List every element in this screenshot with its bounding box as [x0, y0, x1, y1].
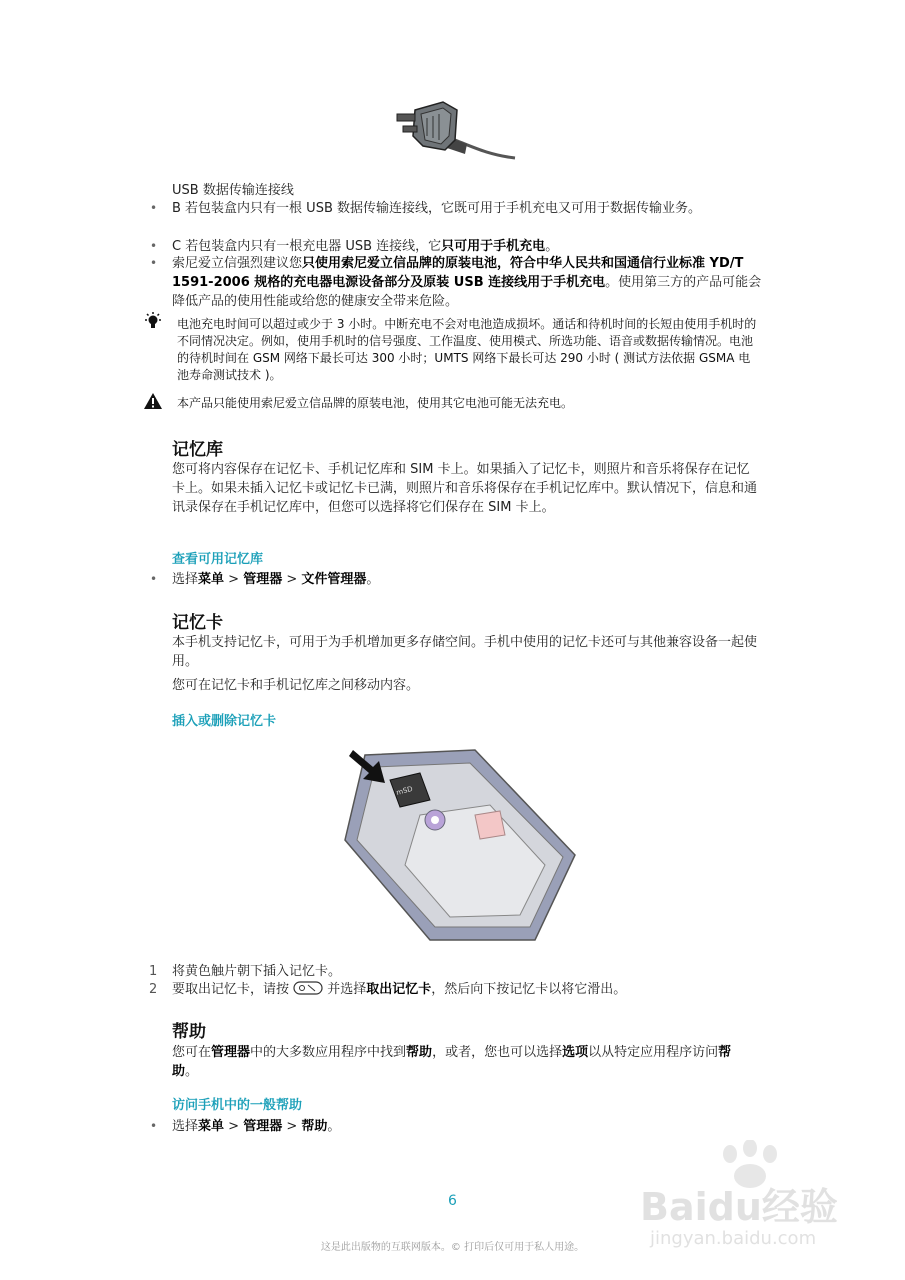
section-title-card: 记忆卡	[172, 613, 223, 633]
step-1-text: 将黄色触片朝下插入记忆卡。	[172, 964, 342, 979]
step-number: 1	[149, 964, 158, 979]
card-paragraph-2: 您可在记忆卡和手机记忆库之间移动内容。	[172, 678, 420, 693]
tip-text: 电池充电时间可以超过或少于 3 小时。中断充电不会对电池造成损坏。通话和待机时间的长短由使用手机时的不同情况决定。例如，使用手机时的信号强度、工作温度、使用模式、所选功能、语音或数据传输情况。电池的待机时间在 GSM 网络下最长可达 300 小时；UMTS 网络下最长可达 290 小时 ( 测试方法依据 GSMA 电池寿命测试技术 )。	[177, 317, 757, 382]
section-title-memory: 记忆库	[172, 440, 223, 460]
help-paragraph: 您可在管理器中的大多数应用程序中找到帮助，或者，您也可以选择选项以从特定应用程序访问帮助。	[172, 1045, 732, 1079]
usb-connector-illustration	[395, 100, 520, 175]
svg-text:mSD: mSD	[395, 784, 414, 797]
step-number: 2	[149, 982, 158, 997]
options-key-icon	[293, 981, 323, 995]
card-paragraph-1: 本手机支持记忆卡，可用于为手机增加更多存储空间。手机中使用的记忆卡还可与其他兼容设备一起使用。	[172, 635, 758, 669]
watermark-url: jingyan.baidu.com	[650, 1228, 817, 1249]
phone-memory-card-illustration	[335, 745, 580, 945]
bullet-marker: •	[150, 1119, 158, 1133]
cable-bullet-b: B 若包装盒内只有一根 USB 数据传输连接线，它既可用于手机充电又可用于数据传输业务。	[172, 201, 702, 216]
section-title-help: 帮助	[172, 1022, 206, 1042]
watermark-brand: Baidu经验	[640, 1185, 838, 1229]
cable-caption: USB 数据传输连接线	[172, 183, 294, 198]
subhead-view-memory: 查看可用记忆库	[172, 552, 264, 567]
bullet-marker: •	[150, 572, 158, 586]
page-number: 6	[448, 1193, 457, 1209]
memory-paragraph: 您可将内容保存在记忆卡、手机记忆库和 SIM 卡上。如果插入了记忆卡，则照片和音乐将保存在记忆卡上。如果未插入记忆卡或记忆卡已满，则照片和音乐将保存在手机记忆库中。默认情况下，信息和通讯录保存在手机记忆库中，但您可以选择将它们保存在 SIM 卡上。	[172, 462, 758, 515]
step-2-text: 要取出记忆卡，请按 并选择取出记忆卡，然后向下按记忆卡以将它滑出。	[172, 982, 627, 997]
bullet-marker: •	[150, 256, 158, 270]
memory-step: 选择菜单 > 管理器 > 文件管理器。	[172, 572, 380, 587]
bullet-marker: •	[150, 239, 158, 253]
cable-bullet-recommend: 索尼爱立信强烈建议您只使用索尼爱立信品牌的原装电池，符合中华人民共和国通信行业标准 YD/T 1591-2006 规格的充电器电源设备部分及原装 USB 连接线用于手机充电。使用第三方的产品可能会降低产品的使用性能或给您的健康安全带来危险。	[172, 256, 762, 309]
subhead-insert-card: 插入或删除记忆卡	[172, 714, 277, 729]
baidu-watermark	[640, 1140, 870, 1270]
warning-icon	[143, 392, 163, 410]
warning-text: 本产品只能使用索尼爱立信品牌的原装电池，使用其它电池可能无法充电。	[177, 396, 574, 410]
lightbulb-icon	[143, 312, 163, 332]
subhead-access-help: 访问手机中的一般帮助	[172, 1098, 303, 1113]
footer-notice: 这是此出版物的互联网版本。© 打印后仅可用于私人用途。	[320, 1242, 585, 1253]
bullet-marker: •	[150, 201, 158, 215]
help-step: 选择菜单 > 管理器 > 帮助。	[172, 1119, 341, 1134]
cable-bullet-c: C 若包装盒内只有一根充电器 USB 连接线，它只可用于手机充电。	[172, 239, 559, 254]
